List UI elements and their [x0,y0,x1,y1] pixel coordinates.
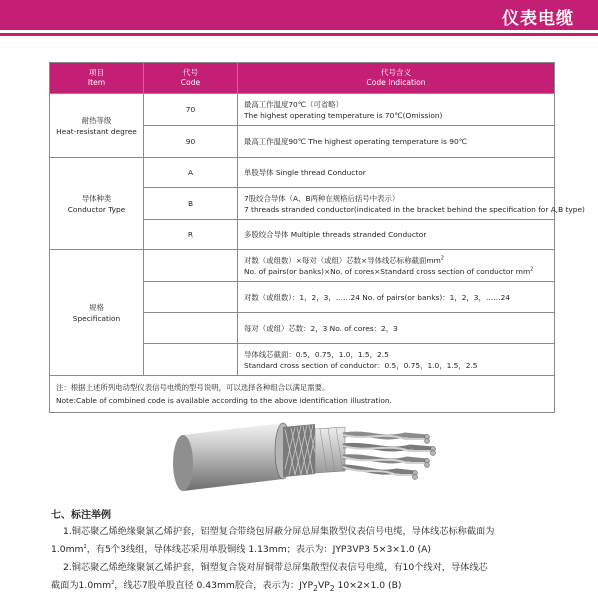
table-row [50,250,555,282]
example-text: ，线芯7股单股直径 0.43mm胶合，表示为：JYP [114,580,314,591]
example-text: 10×2×1.0 (B) [334,580,402,591]
wire-pairs [343,434,436,479]
indication-line: 每对（或组）芯数：2，3 No. of cores：2，3 [244,323,398,333]
outer-sheath [183,423,283,491]
example-text: VP [317,580,330,591]
table-note-row [50,376,555,413]
code-cell-empty [144,250,238,282]
indication-cell [238,220,555,250]
category-spec-en: Specification [72,313,121,323]
code-cell-empty [144,344,238,376]
indication-line: 单股导体 Single thread Conductor [244,168,366,177]
category-conductor [50,158,144,250]
indication-text: No. of pairs(or banks)×No. of cores×Standard cross section of conductor mm [244,266,531,276]
table-note [50,376,555,413]
header-banner [0,0,598,30]
indication-line: 最高工作温度70℃（可省略） [244,99,344,109]
table-row [50,94,555,126]
category-heat [50,94,144,158]
header-code-cn: 代号 [182,68,199,77]
code-cell: B [144,188,238,220]
code-cell: A [144,158,238,188]
indication-cell [238,126,555,158]
header-indication-en: Code Indication [366,78,426,87]
example-2-line-2 [51,577,586,598]
header-item-cn: 项目 [88,68,105,77]
table-row [50,158,555,188]
superscript: 2 [83,543,87,550]
indication-line: 7 threads stranded conductor(indicated in the bracket behind the specification for A,B type) [244,204,585,214]
code-cell: R [144,220,238,250]
example-2-line-1 [51,559,586,577]
sheath-end [173,435,193,491]
indication-line [244,266,548,277]
code-cell-empty [144,282,238,313]
superscript: 2 [440,255,444,262]
indication-line: 对数（或组数）：1，2，3，……24 No. of pairs(or banks)：1，2，3，……24 [244,292,511,302]
banner-title: 仪表电缆 [502,9,574,29]
header-indication [238,63,555,94]
example-text: 1.铜芯聚乙烯绝缘聚氯乙烯护套，铝塑复合带绕包屏蔽分屏总屏集散型仪表信号电缆，导体线芯标称截面为 [63,526,495,537]
indication-cell [238,188,585,220]
superscript: 2 [111,579,115,586]
example-1-line-2 [51,541,586,559]
cable-cross-section-illustration [165,413,445,493]
note-en: Note:Cable of combined code is available according to the above identification illustration. [56,396,392,405]
example-text: 2.铜芯聚乙烯绝缘聚氯乙烯护套，铜塑复合袋对屏铜带总屏集散型仪表信号电缆，有10个线对，导体线芯 [63,562,488,573]
code-indication-table [49,62,585,413]
header-code-en: Code [180,78,201,87]
indication-line: Standard cross section of conductor：0.5，0.75，1.0，1.5，2.5 [244,360,478,370]
indication-line: 7股绞合导体（A、B两种在规格后括号中表示） [244,193,400,203]
indication-line: 最高工作温度90℃ The highest operating temperature is 90℃ [244,137,468,146]
code-cell: 70 [144,94,238,126]
header-item [50,63,144,94]
subscript: 2 [329,583,335,593]
category-conductor-cn: 导体种类 [81,193,112,203]
category-conductor-en: Conductor Type [67,204,126,214]
note-cn: 注：根据上述所列电动型仪表信号电缆的型号说明，可以选择各种组合以满足需要。 [56,383,330,392]
example-text: ，有5个3线组，导体线芯采用单股铜线 1.13mm；表示为：JYP3VP3 5×3×1.0 (A) [86,544,431,555]
superscript: 2 [530,266,534,273]
example-1-line-1 [51,523,586,541]
indication-cell [238,313,555,344]
subscript: 2 [313,583,318,593]
banner-divider [0,33,598,36]
indication-line: The highest operating temperature is 70℃(Omission) [244,110,443,120]
section-heading: 七、标注举例 [51,510,111,521]
indication-line [244,255,548,266]
category-heat-en: Heat-resistant degree [56,126,137,136]
header-code [144,63,238,94]
foil-shield [315,427,345,473]
category-heat-cn: 耐热等级 [81,115,112,125]
example-text: 1.0mm [51,544,84,555]
indication-cell [238,250,555,282]
category-spec-cn: 规格 [89,302,104,312]
code-cell: 90 [144,126,238,158]
indication-line: 多股绞合导体 Multiple threads stranded Conductor [244,230,427,239]
indication-cell [238,94,555,126]
code-cell-empty [144,313,238,344]
indication-cell [238,282,555,313]
indication-cell [238,158,555,188]
header-indication-cn: 代号含义 [380,68,412,77]
header-item-en: Item [87,78,106,87]
table-header-row [50,63,555,94]
indication-text: 对数（或组数）×每对（或组）芯数×导体线芯标称截面mm [244,255,441,265]
example-text: 截面为1.0mm [51,580,112,591]
indication-line: 导体线芯截面：0.5，0.75，1.0，1.5，2.5 [244,349,389,359]
category-spec [50,250,144,376]
indication-cell [238,344,555,376]
